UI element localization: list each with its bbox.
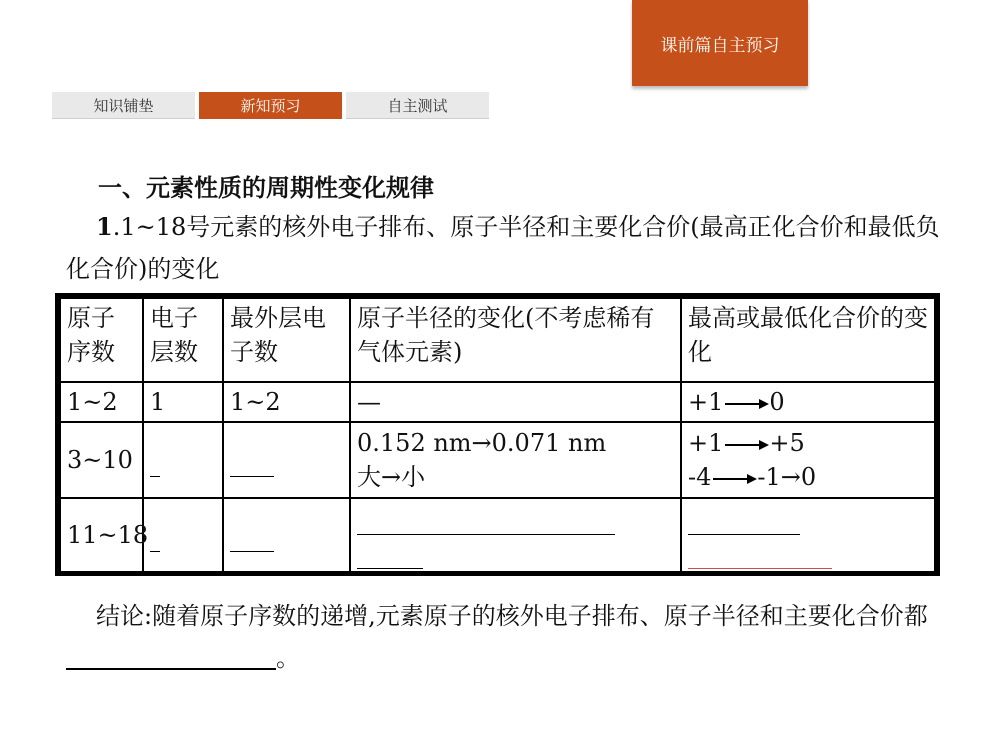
paragraph-1	[66, 206, 946, 290]
answer-blank[interactable]	[150, 525, 160, 552]
cell-radius-blank[interactable]	[350, 498, 681, 572]
valence-end: 0	[769, 388, 785, 416]
answer-blank[interactable]	[230, 450, 274, 477]
tab-knowledge-foundation[interactable]: 知识铺垫	[52, 92, 195, 119]
arrow-icon	[723, 438, 769, 452]
header-electron-shells: 电子层数	[143, 298, 223, 382]
item-number: 1	[96, 212, 113, 241]
header-radius-change: 原子半径的变化(不考虑稀有气体元素)	[350, 298, 681, 382]
cell-layers-blank[interactable]	[143, 498, 223, 572]
answer-blank[interactable]	[357, 508, 615, 535]
radius-values: 0.152 nm→0.071 nm	[357, 429, 607, 457]
table-row	[60, 382, 935, 422]
valence-end: -1→0	[757, 463, 817, 491]
cell-valence	[681, 422, 935, 498]
table-row	[60, 498, 935, 572]
tab-new-knowledge-preview[interactable]: 新知预习	[199, 92, 342, 119]
nav-tabs	[52, 92, 489, 119]
cell-valence-blank[interactable]	[681, 498, 935, 572]
valence-end: +5	[769, 429, 805, 457]
header-atomic-number: 原子序数	[60, 298, 143, 382]
arrow-icon	[723, 397, 769, 411]
tab-self-test[interactable]: 自主测试	[346, 92, 489, 119]
conclusion-text: 结论:随着原子序数的递增,元素原子的核外电子排布、原子半径和主要化合价都	[96, 602, 928, 630]
cell-outer-blank[interactable]	[223, 422, 350, 498]
cell-layers-blank[interactable]	[143, 422, 223, 498]
cell-radius: —	[350, 382, 681, 422]
answer-blank[interactable]	[66, 642, 276, 670]
table-row	[60, 422, 935, 498]
cell-seq: 3~10	[60, 422, 143, 498]
answer-blank[interactable]	[688, 508, 800, 535]
answer-blank[interactable]	[150, 450, 160, 477]
answer-blank[interactable]	[357, 542, 423, 569]
answer-blank[interactable]	[688, 542, 832, 569]
table-header-row	[60, 298, 935, 382]
section-heading: 一、元素性质的周期性变化规律	[98, 174, 434, 202]
cell-radius	[350, 422, 681, 498]
cell-layers: 1	[143, 382, 223, 422]
property-table	[55, 293, 940, 576]
conclusion-paragraph	[66, 595, 946, 679]
valence-start: -4	[688, 463, 712, 491]
cell-outer-blank[interactable]	[223, 498, 350, 572]
conclusion-end: 。	[276, 644, 300, 672]
valence-start: +1	[688, 429, 724, 457]
cell-outer: 1~2	[223, 382, 350, 422]
cell-seq: 1~2	[60, 382, 143, 422]
valence-start: +1	[688, 388, 724, 416]
cell-seq: 11~18	[60, 498, 143, 572]
radius-trend: 大→小	[357, 463, 426, 491]
section-tab-label: 课前篇自主预习	[660, 35, 780, 56]
header-outer-electrons: 最外层电子数	[223, 298, 350, 382]
arrow-icon	[711, 472, 757, 486]
header-valence-change: 最高或最低化合价的变化	[681, 298, 935, 382]
section-tab[interactable]	[632, 0, 808, 86]
cell-valence	[681, 382, 935, 422]
answer-blank[interactable]	[230, 525, 274, 552]
paragraph-1-text: .1~18号元素的核外电子排布、原子半径和主要化合价(最高正化合价和最低负化合价)的变化	[66, 213, 940, 283]
